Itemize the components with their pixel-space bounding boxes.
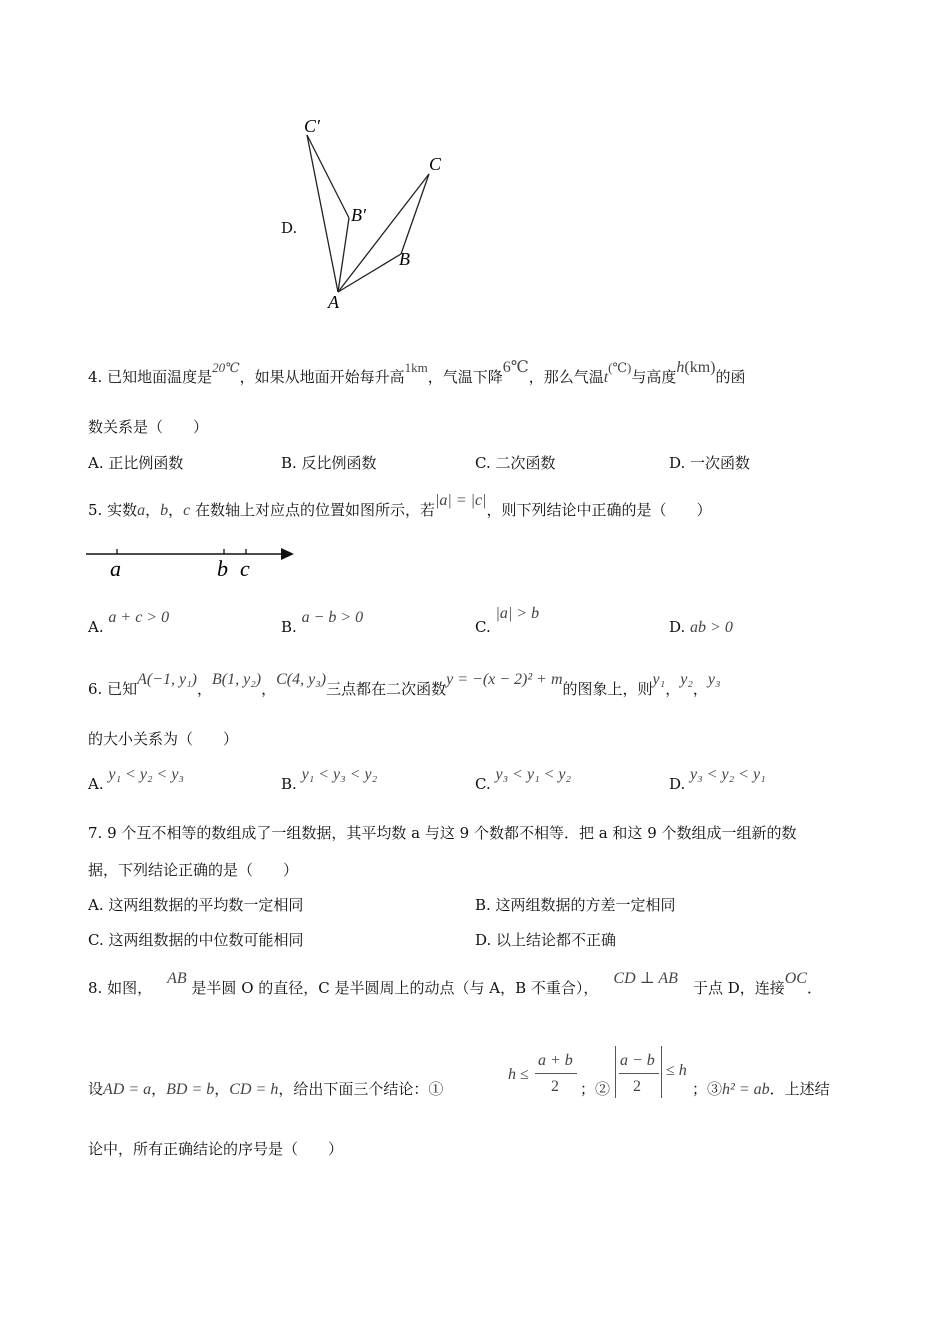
q6-point-a: A(−1, y₁) <box>137 671 197 688</box>
q6-option-a[interactable]: A. y₁ < y₂ < y₃ <box>88 766 184 793</box>
question-5-line-1: 5. 实数a，b，c 在数轴上对应点的位置如图所示，若|a| = |c|，则下列结论中正确的是（ ） <box>88 492 712 519</box>
q8-c2-den: 2 <box>633 1078 641 1095</box>
q7-option-a[interactable]: A. 这两组数据的平均数一定相同 <box>88 896 304 914</box>
q4-t-unit: (℃) <box>608 360 632 375</box>
q4-option-b[interactable]: B. 反比例函数 <box>281 454 377 472</box>
edge-a-c <box>338 174 429 292</box>
q5-condition: |a| = |c| <box>435 492 487 509</box>
question-6-line-1: 6. 已知A(−1, y₁)，B(1, y₂)，C(4, y₃)三点都在二次函数y = −(x − 2)² + m的图象上，则y₁，y₂，y₃ <box>88 671 721 698</box>
question-6-line-2: 的大小关系为（ ） <box>88 730 239 748</box>
q4-t-var: t <box>603 369 609 386</box>
q6-option-d[interactable]: D. y₃ < y₂ < y₁ <box>669 766 766 793</box>
q5-option-c[interactable]: C. |a| > b <box>475 605 540 636</box>
q5-option-b[interactable]: B. a − b > 0 <box>281 609 364 636</box>
q4-km: 1km <box>404 360 428 375</box>
q8-oc: OC <box>784 970 807 987</box>
edge-b-a <box>338 254 401 292</box>
q8-sep-3: ；③h² = ab．上述结 <box>692 1080 830 1098</box>
q8-c2-fraction-bar <box>619 1073 659 1074</box>
q8-ad: AD = a <box>103 1081 152 1098</box>
q8-ab: AB <box>167 970 187 987</box>
q8-c2-tail: ≤ h <box>666 1062 687 1079</box>
question-7-line-1: 7. 9 个互不相等的数组成了一组数据，其平均数 a 与这 9 个数都不相等．把 a 和这 9 个数组成一组新的数 <box>88 824 797 842</box>
q8-bd: BD = b <box>166 1081 215 1098</box>
q7-option-c[interactable]: C. 这两组数据的中位数可能相同 <box>88 931 304 949</box>
q6-option-b[interactable]: B. y₁ < y₃ < y₂ <box>281 766 378 793</box>
edge-cprime-bprime <box>307 135 349 218</box>
q8-c1-num: a + b <box>538 1052 573 1069</box>
q7-option-d[interactable]: D. 以上结论都不正确 <box>475 931 617 949</box>
figure-option-label: D. <box>281 219 298 237</box>
label-a: A <box>328 292 339 312</box>
q4-option-a[interactable]: A. 正比例函数 <box>88 454 184 472</box>
q4-temp: 20℃ <box>212 360 240 375</box>
q8-c2-abs-right <box>661 1046 662 1098</box>
axis-label-a: a <box>110 556 121 581</box>
q4-drop: 6℃ <box>502 359 529 376</box>
q4-h-unit: (km) <box>684 359 716 376</box>
q8-cd: CD = h <box>229 1081 279 1098</box>
q6-function: y = −(x − 2)² + m <box>446 671 563 688</box>
question-4-line-1: 4. 已知地面温度是20℃，如果从地面开始每升高1km，气温下降6℃，那么气温t(℃)与高度h(km)的函 <box>88 359 746 386</box>
q6-option-c[interactable]: C. y₃ < y₁ < y₂ <box>475 766 572 793</box>
q8-c1-h: h ≤ <box>508 1066 529 1083</box>
axis-label-b: b <box>217 556 228 581</box>
label-b: B <box>399 249 410 269</box>
q8-prefix: 设AD = a，BD = b，CD = h，给出下面三个结论：① <box>88 1080 444 1098</box>
q4-option-c[interactable]: C. 二次函数 <box>475 454 556 472</box>
q5-option-d[interactable]: D. ab > 0 <box>669 618 733 636</box>
arrow-right-icon <box>281 548 294 560</box>
number-line <box>84 540 299 582</box>
q4-option-d[interactable]: D. 一次函数 <box>669 454 751 472</box>
triangle-figure <box>290 108 460 318</box>
question-8-line-1: 8. 如图， AB 是半圆 O 的直径，C 是半圆周上的动点（与 A，B 不重合）， CD ⊥ AB 于点 D，连接OC． <box>88 970 822 997</box>
label-cprime: C′ <box>304 116 320 136</box>
q8-c1-den: 2 <box>551 1078 559 1095</box>
q5-option-a[interactable]: A. a + c > 0 <box>88 609 170 636</box>
q6-point-b: B(1, y₂) <box>212 671 262 688</box>
q8-perp: CD ⊥ AB <box>613 970 678 987</box>
axis-label-c: c <box>240 556 250 581</box>
label-bprime: B′ <box>351 205 366 225</box>
question-4-line-2: 数关系是（ ） <box>88 418 209 436</box>
question-8-line-3: 论中，所有正确结论的序号是（ ） <box>88 1140 344 1158</box>
label-c: C <box>429 154 442 174</box>
edge-a-cprime <box>307 135 338 292</box>
q8-c2-abs-left <box>615 1046 616 1098</box>
q8-c1-fraction-bar <box>535 1073 577 1074</box>
q8-sep-2: ；② <box>580 1080 611 1098</box>
q6-point-c: C(4, y₃) <box>276 671 327 688</box>
q8-c3: h² = ab <box>722 1081 770 1098</box>
question-7-line-2: 据，下列结论正确的是（ ） <box>88 861 299 879</box>
q8-c2-num: a − b <box>620 1052 655 1069</box>
edge-c-b <box>401 174 429 254</box>
q7-option-b[interactable]: B. 这两组数据的方差一定相同 <box>475 896 676 914</box>
q4-h-var: h <box>676 359 685 376</box>
